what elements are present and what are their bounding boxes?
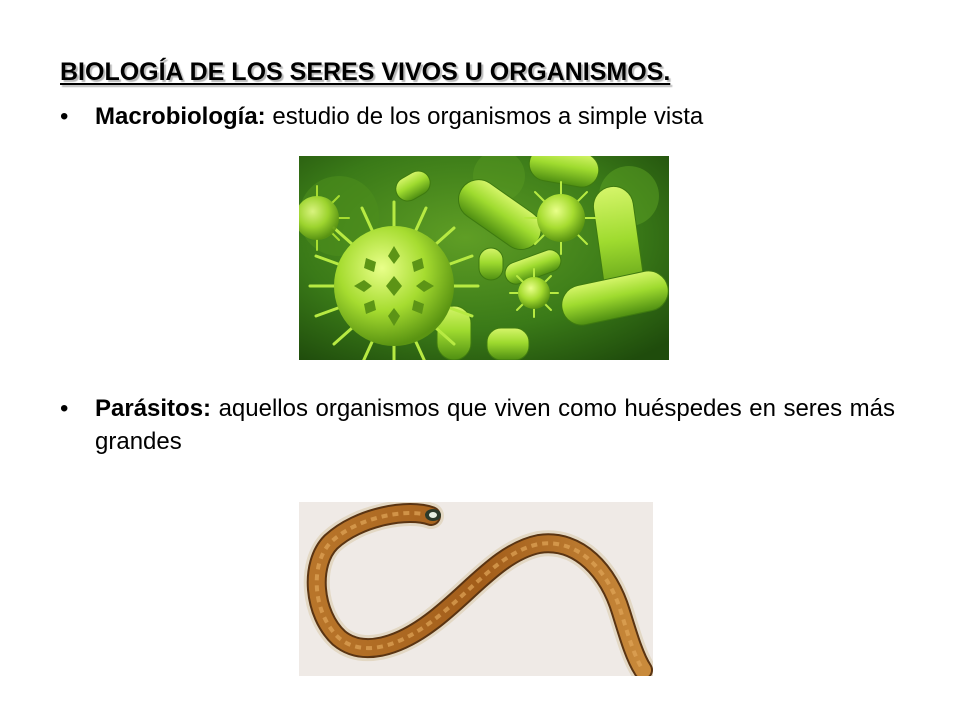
bullet-macrobiologia (60, 100, 890, 134)
bullet-marker: • (60, 103, 69, 130)
bullet-body (95, 100, 895, 133)
slide-title: BIOLOGÍA DE LOS SERES VIVOS U ORGANISMOS. (60, 58, 671, 86)
nematode-icon (299, 502, 653, 676)
bullet-marker: • (60, 395, 69, 422)
bullet-text: aquellos organismos que viven como huéspedes en seres más grandes (95, 395, 895, 455)
parasite-micrograph (299, 502, 653, 676)
bullet-term: Parásitos: (95, 395, 212, 422)
bullet-parasitos (60, 392, 895, 460)
bullet-term: Macrobiología: (95, 103, 266, 130)
bullet-body (95, 392, 895, 458)
bullet-text: estudio de los organismos a simple vista (265, 103, 704, 130)
microbes-illustration (299, 156, 669, 360)
bacteria-virus-icon (299, 156, 669, 360)
